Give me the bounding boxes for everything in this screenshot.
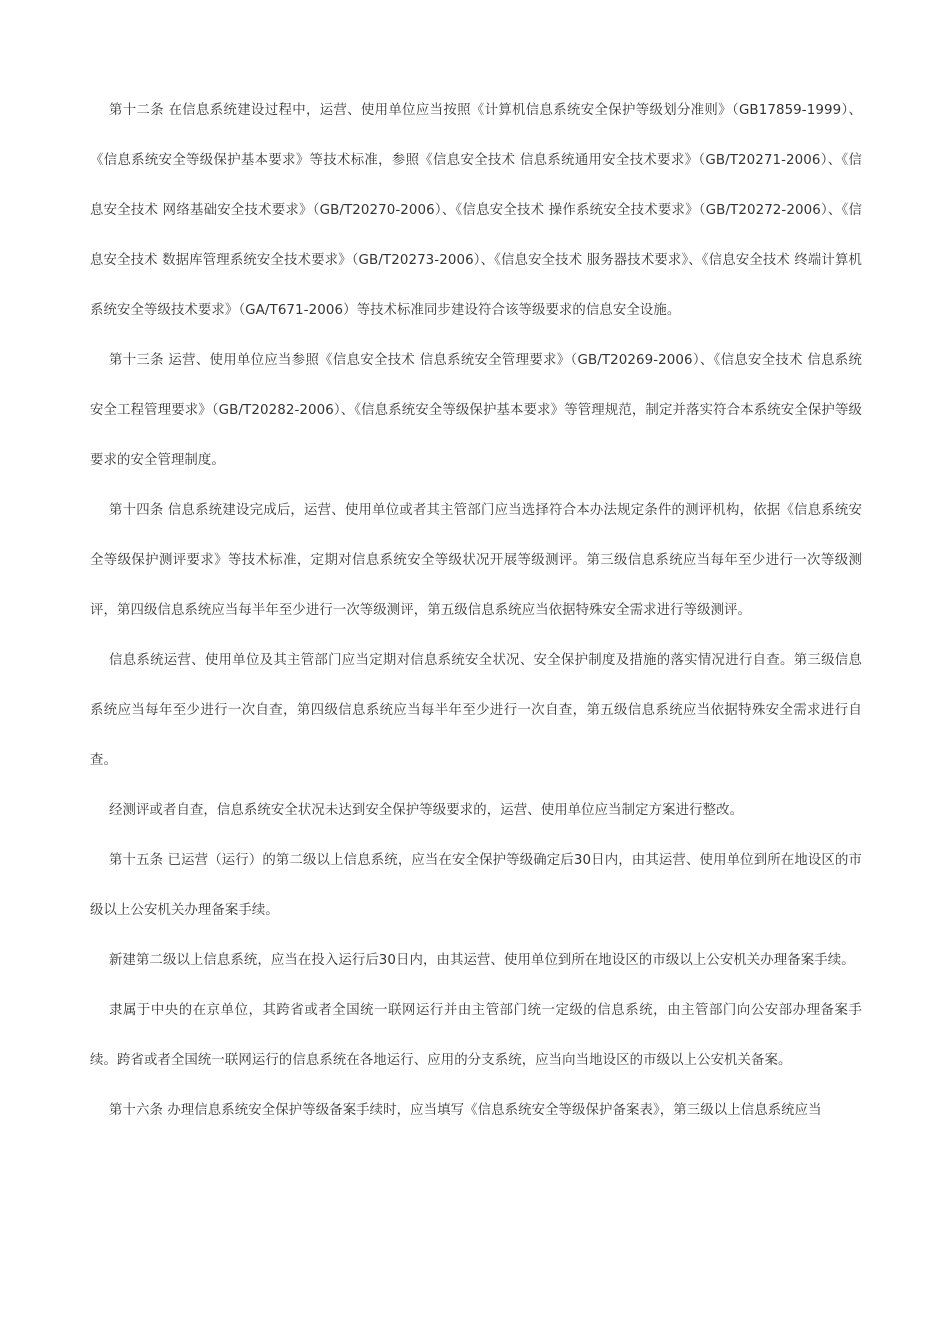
central-units-filing-paragraph: 隶属于中央的在京单位，其跨省或者全国统一联网运行并由主管部门统一定级的信息系统，由主管部门向公安部办理备案手续。跨省或者全国统一联网运行的信息系统在各地运行、应用的分支系统，应当向当地设区的市级以上公安机关备案。 [90,1003,862,1068]
self-inspection-paragraph: 信息系统运营、使用单位及其主管部门应当定期对信息系统安全状况、安全保护制度及措施的落实情况进行自查。第三级信息系统应当每年至少进行一次自查，第四级信息系统应当每半年至少进行一次自查，第五级信息系统应当依据特殊安全需求进行自查。 [90,653,862,768]
document-body [90,86,862,1136]
article-14-paragraph: 第十四条 信息系统建设完成后，运营、使用单位或者其主管部门应当选择符合本办法规定条件的测评机构，依据《信息系统安全等级保护测评要求》等技术标准，定期对信息系统安全等级状况开展等级测评。第三级信息系统应当每年至少进行一次等级测评，第四级信息系统应当每半年至少进行一次等级测评，第五级信息系统应当依据特殊安全需求进行等级测评。 [90,503,862,618]
article-16-paragraph: 第十六条 办理信息系统安全保护等级备案手续时，应当填写《信息系统安全等级保护备案表》，第三级以上信息系统应当 [109,1103,822,1118]
rectification-paragraph: 经测评或者自查，信息系统安全状况未达到安全保护等级要求的，运营、使用单位应当制定方案进行整改。 [109,803,744,818]
article-15-paragraph: 第十五条 已运营（运行）的第二级以上信息系统，应当在安全保护等级确定后30日内，由其运营、使用单位到所在地设区的市级以上公安机关办理备案手续。 [90,853,862,918]
new-system-filing-paragraph: 新建第二级以上信息系统，应当在投入运行后30日内，由其运营、使用单位到所在地设区的市级以上公安机关办理备案手续。 [109,953,855,968]
article-12-paragraph: 第十二条 在信息系统建设过程中，运营、使用单位应当按照《计算机信息系统安全保护等级划分准则》（GB17859-1999）、《信息系统安全等级保护基本要求》等技术标准，参照《信息安全技术 信息系统通用安全技术要求》（GB/T20271-2006）、《信息安全技术 网络基础安全技术要求》（GB/T20270-2006）、《信息安全技术 操作系统安全技术要求》（GB/T20272-2006）、《信息安全技术 数据库管理系统安全技术要求》（GB/T20273-2006）、《信息安全技术 服务器技术要求》、《信息安全技术 终端计算机系统安全等级技术要求》（GA/T671-2006）等技术标准同步建设符合该等级要求的信息安全设施。 [90,103,862,318]
article-13-paragraph: 第十三条 运营、使用单位应当参照《信息安全技术 信息系统安全管理要求》（GB/T20269-2006）、《信息安全技术 信息系统安全工程管理要求》（GB/T20282-2006）、《信息系统安全等级保护基本要求》等管理规范，制定并落实符合本系统安全保护等级要求的安全管理制度。 [90,353,862,468]
